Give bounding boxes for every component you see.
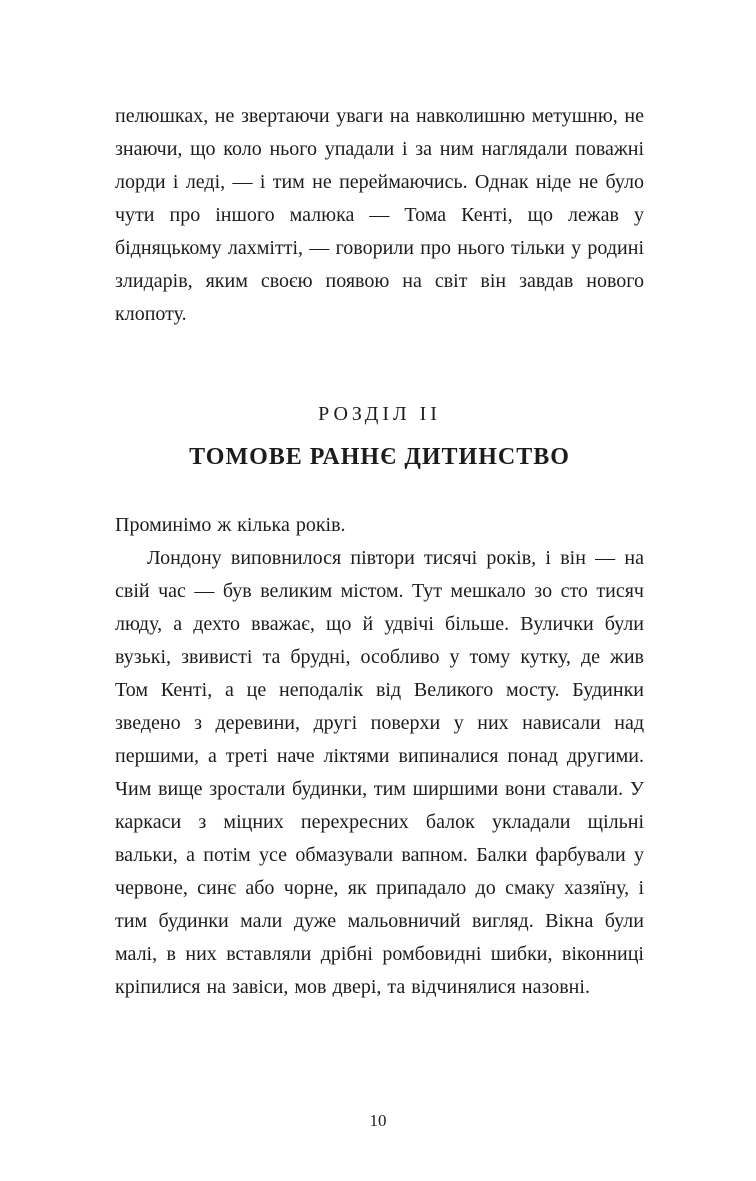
- page-number: 10: [369, 1111, 387, 1130]
- chapter-number: РОЗДІЛ II: [318, 403, 441, 425]
- chapter-heading: [115, 403, 644, 471]
- body-paragraph: Проминімо ж кілька років.: [115, 514, 346, 536]
- body-paragraph: Лондону виповнилося півтори тисячі років, і він — на свій час — був великим містом. Тут мешкало зо сто тисяч люду, а дехто вважає, що й удвічі більше. Вулички були вузькі, звивисті та брудні, особливо у тому кутку, де жив Том Кенті, а це неподалік від Великого мосту. Будинки зведено з деревини, другі поверхи у них нависали над першими, а треті наче ліктями випиналися понад другими. Чим вище зростали будинки, тим ширшими вони ставали. У каркаси з міцних перехресних балок укладали щільні вальки, а потім усе обмазували вапном. Балки фарбували у червоне, синє або чорне, як припадало до смаку хазяїну, і тим будинки мали дуже мальовничий вигляд. Вікна були малі, в них вставляли дрібні ромбовидні шибки, віконниці кріпилися на завіси, мов двері, та відчинялися назовні.: [115, 547, 644, 998]
- chapter-title: ТОМОВЕ РАННЄ ДИТИНСТВО: [189, 444, 570, 470]
- text-column: [115, 100, 644, 1004]
- continuation-paragraph: пелюшках, не звертаючи уваги на навколишню метушню, не знаючи, що коло нього упадали і за ним наглядали поважні лорди і леді, — і тим не переймаючись. Однак ніде не було чути про іншого малюка — Тома Кенті, що лежав у бідняцькому лахмітті, — говорили про нього тільки у родині злидарів, яким своєю появою на світ він завдав нового клопоту.: [115, 105, 644, 325]
